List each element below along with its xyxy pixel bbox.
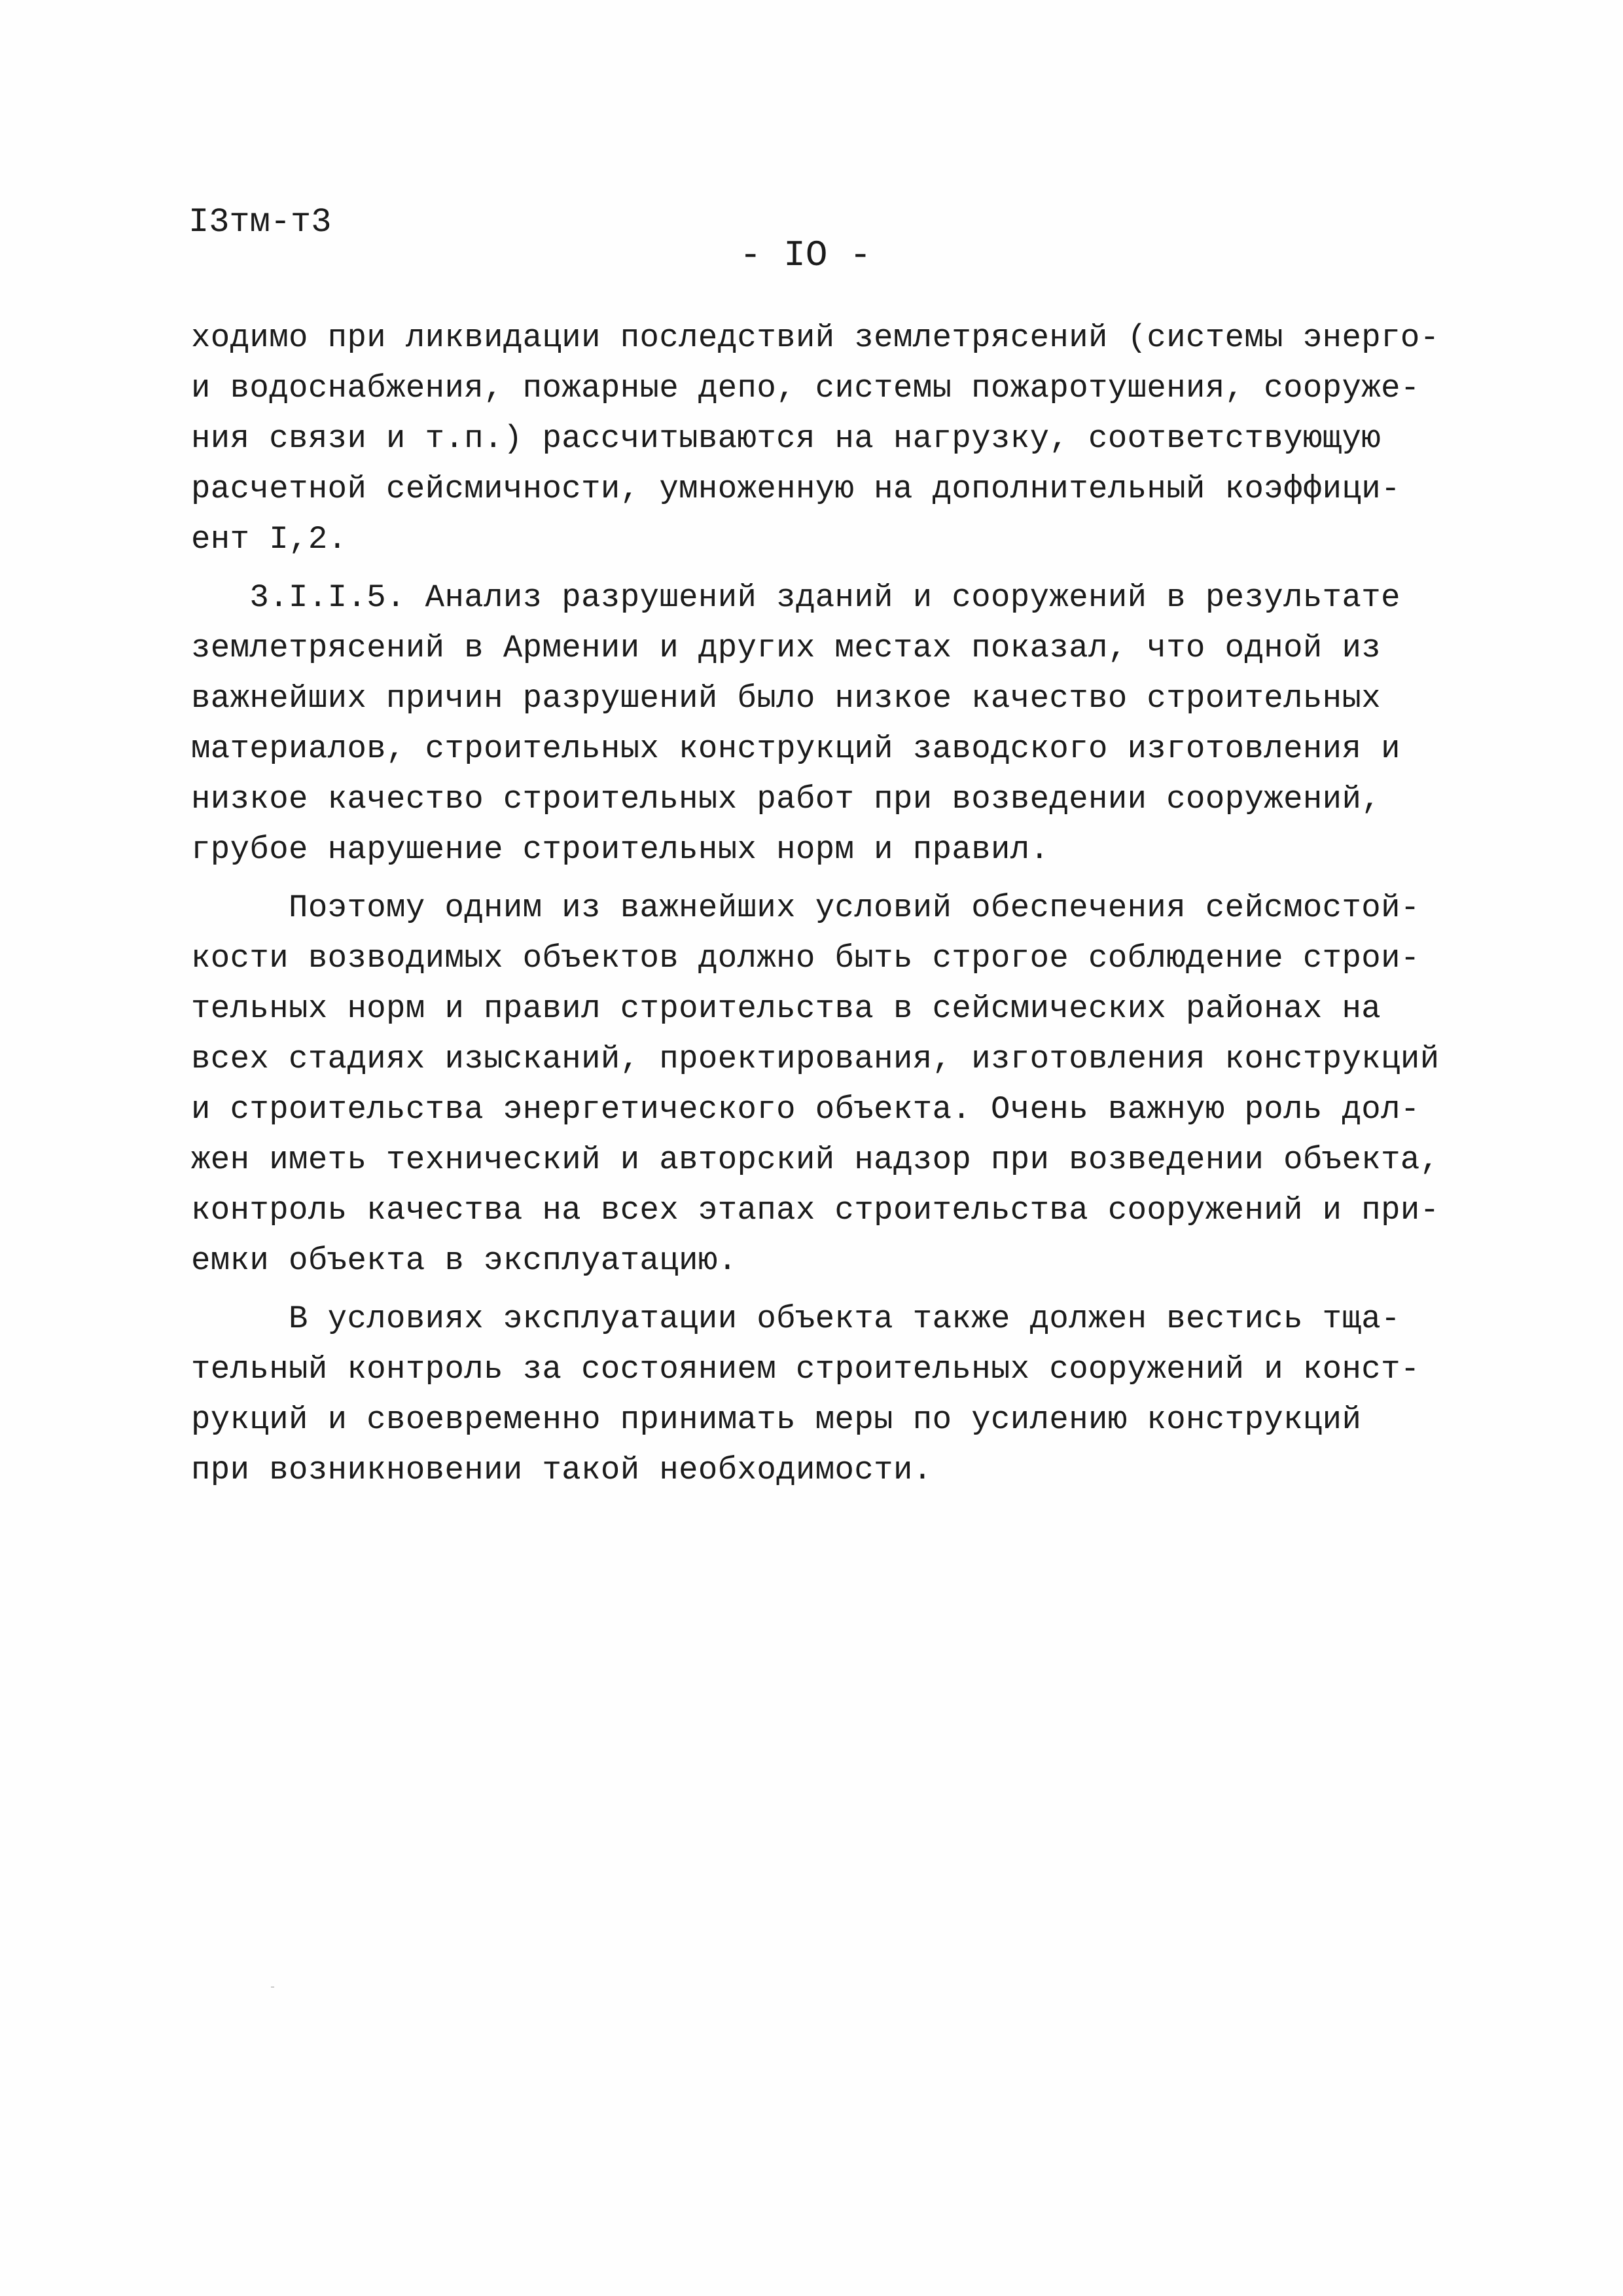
text-line: В условиях эксплуатации объекта также должен вестись тща- (191, 1300, 1400, 1337)
paragraph (191, 1294, 1500, 1496)
text-line: контроль качества на всех этапах строительства сооружений и при- (191, 1192, 1440, 1229)
text-line: тельных норм и правил строительства в сейсмических районах на (191, 990, 1382, 1027)
text-line: при возникновении такой необходимости. (191, 1452, 933, 1488)
text-line: и водоснабжения, пожарные депо, системы пожаротушения, сооруже- (191, 370, 1420, 406)
body-text (191, 313, 1500, 1496)
text-line: емки объекта в эксплуатацию. (191, 1242, 738, 1279)
text-line: грубое нарушение строительных норм и правил. (191, 831, 1050, 868)
text-line: расчетной сейсмичности, умноженную на дополнительный коэффици- (191, 471, 1400, 507)
paragraph (191, 313, 1500, 565)
text-line: низкое качество строительных работ при возведении сооружений, (191, 781, 1382, 817)
text-line: важнейших причин разрушений было низкое качество строительных (191, 680, 1382, 717)
text-line: 3.I.I.5. Анализ разрушений зданий и сооружений в результате (191, 579, 1400, 616)
text-line: жен иметь технический и авторский надзор при возведении объекта, (191, 1141, 1440, 1178)
text-line: ния связи и т.п.) рассчитываются на нагрузку, соответствующую (191, 420, 1382, 457)
text-line: материалов, строительных конструкций заводского изготовления и (191, 730, 1400, 767)
scan-speck (271, 1986, 274, 1988)
text-line: всех стадиях изысканий, проектирования, изготовления конструкций (191, 1041, 1440, 1077)
paragraph (191, 883, 1500, 1286)
text-line: тельный контроль за состоянием строительных сооружений и конст- (191, 1351, 1420, 1388)
text-line: рукций и своевременно принимать меры по усилению конструкций (191, 1401, 1362, 1438)
text-line: Поэтому одним из важнейших условий обеспечения сейсмостой- (191, 889, 1420, 926)
page-number: - IO - (740, 234, 872, 276)
paragraph (191, 573, 1500, 875)
document-code: I3тм-т3 (188, 203, 332, 242)
text-line: землетрясений в Армении и других местах показал, что одной из (191, 630, 1382, 666)
text-line: и строительства энергетического объекта. Очень важную роль дол- (191, 1091, 1420, 1128)
text-line: ходимо при ликвидации последствий землетрясений (системы энерго- (191, 319, 1440, 356)
text-line: ент I,2. (191, 521, 348, 558)
text-line: кости возводимых объектов должно быть строгое соблюдение строи- (191, 940, 1420, 977)
